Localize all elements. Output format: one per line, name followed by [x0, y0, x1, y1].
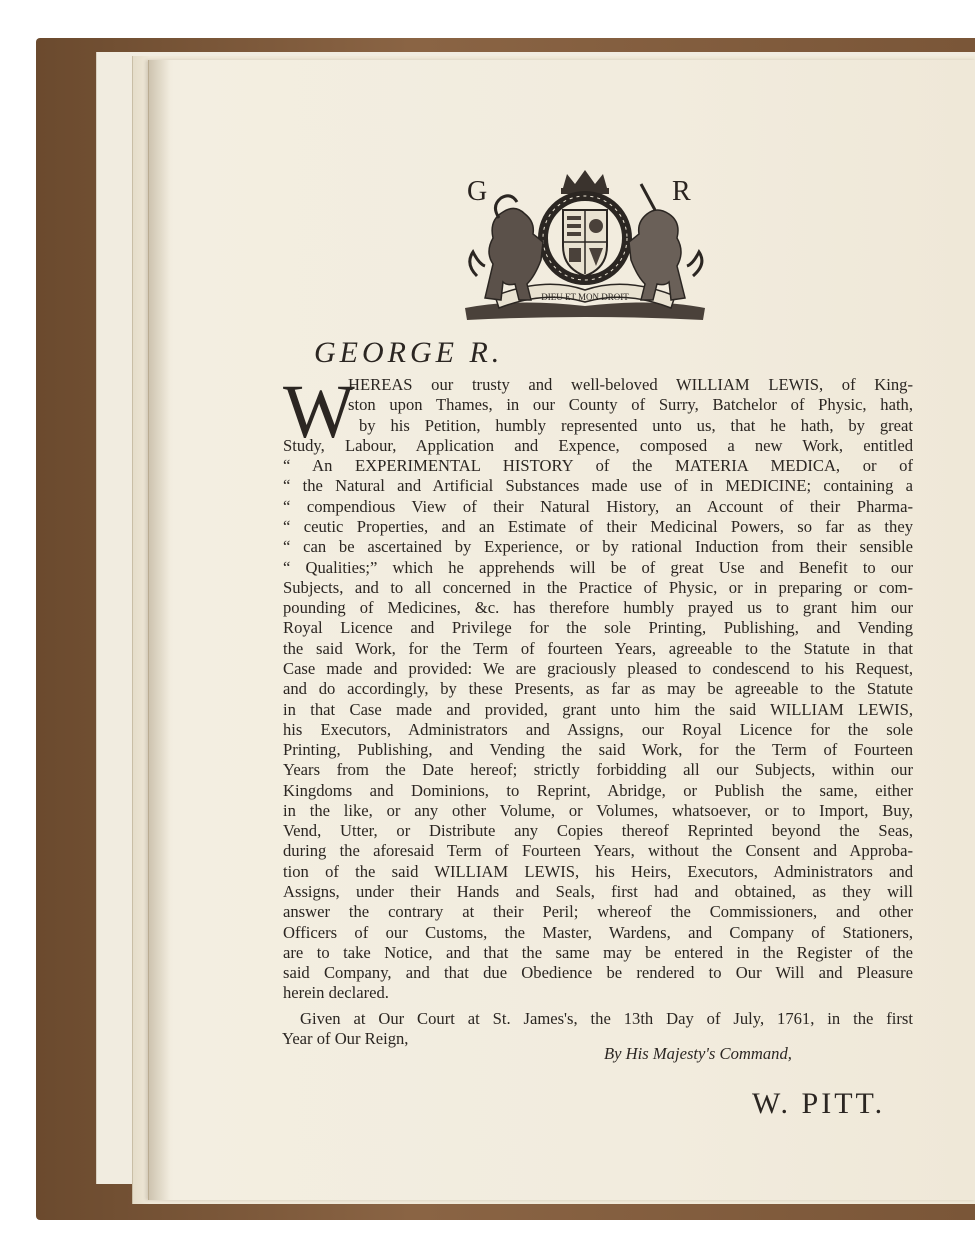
- body-line: in that Case made and provided, grant unto him the said WILLIAM LEWIS,: [283, 699, 913, 719]
- body-line: pounding of Medicines, &c. has therefore humbly prayed us to grant him our: [283, 598, 913, 618]
- body-line: Printing, Publishing, and Vending the said Work, for the Term of Fourteen: [283, 740, 913, 760]
- body-line: Study, Labour, Application and Expence, composed a new Work, entitled: [283, 435, 913, 455]
- body-line: his Executors, Administrators and Assigns, our Royal Licence for the sole: [283, 719, 913, 739]
- body-line: Assigns, under their Hands and Seals, first had and obtained, as they will: [283, 882, 913, 902]
- body-line: “ can be ascertained by Experience, or by rational Induction from their sensible: [283, 537, 913, 557]
- body-line: during the aforesaid Term of Fourteen Years, without the Consent and Approba-: [283, 841, 913, 861]
- spine-shadow: [148, 60, 170, 1200]
- body-line: Officers of our Customs, the Master, Wardens, and Company of Stationers,: [283, 922, 913, 942]
- body-line: and do accordingly, by these Presents, as far as may be agreeable to the Statute: [283, 679, 913, 699]
- body-line: in the like, or any other Volume, or Volumes, whatsoever, or to Import, Buy,: [283, 800, 913, 820]
- cipher-g: G: [467, 176, 488, 207]
- body-line: “ compendious View of their Natural History, an Account of their Pharma-: [283, 496, 913, 516]
- body-line: Case made and provided: We are graciously pleased to condescend to his Request,: [283, 658, 913, 678]
- body-line: are to take Notice, and that the same may be entered in the Register of the: [283, 942, 913, 962]
- motto-text: DIEU ET MON DROIT: [541, 292, 629, 302]
- royal-arms-icon: [455, 168, 715, 330]
- body-line: Years from the Date hereof; strictly forbidding all our Subjects, within our: [283, 760, 913, 780]
- body-line: by his Petition, humbly represented unto us, that he hath, by great: [359, 415, 913, 435]
- body-line: Royal Licence and Privilege for the sole Printing, Publishing, and Vending: [283, 618, 913, 638]
- body-line: “ Qualities;” which he apprehends will be of great Use and Benefit to our: [283, 557, 913, 577]
- body-line: Subjects, and to all concerned in the Practice of Physic, or in preparing or com-: [283, 577, 913, 597]
- proclamation-heading: GEORGE R.: [314, 336, 504, 369]
- body-line: “ ceutic Properties, and an Estimate of their Medicinal Powers, so far as they: [283, 516, 913, 536]
- signature: W. PITT.: [752, 1087, 886, 1120]
- body-line: HEREAS our trusty and well-beloved WILLIAM LEWIS, of King-: [348, 375, 913, 394]
- body-line: said Company, and that due Obedience be rendered to Our Will and Pleasure: [283, 963, 913, 983]
- body-line: the said Work, for the Term of fourteen Years, agreeable to the Statute in that: [283, 638, 913, 658]
- body-line: Vend, Utter, or Distribute any Copies thereof Reprinted beyond the Seas,: [283, 821, 913, 841]
- body-line: herein declared.: [283, 983, 389, 1003]
- body-line: answer the contrary at their Peril; whereof the Commissioners, and other: [283, 902, 913, 922]
- command-line: By His Majesty's Command,: [604, 1044, 792, 1063]
- body-line: tion of the said WILLIAM LEWIS, his Heirs, Executors, Administrators and: [283, 861, 913, 881]
- body-line: Kingdoms and Dominions, to Reprint, Abridge, or Publish the same, either: [283, 780, 913, 800]
- drop-cap: W: [283, 370, 355, 454]
- body-line: “ the Natural and Artificial Substances made use of in MEDICINE; containing a: [283, 476, 913, 496]
- proclamation-body: [283, 370, 913, 1004]
- dated-line: Year of Our Reign,: [282, 1029, 409, 1048]
- cipher-r: R: [672, 176, 691, 207]
- body-line: ston upon Thames, in our County of Surry, Batchelor of Physic, hath,: [348, 395, 913, 415]
- body-line: “ An EXPERIMENTAL HISTORY of the MATERIA MEDICA, or of: [283, 456, 913, 476]
- dated-paragraph: [282, 1009, 913, 1049]
- dated-line: Given at Our Court at St. James's, the 13th Day of July, 1761, in the first: [300, 1009, 913, 1028]
